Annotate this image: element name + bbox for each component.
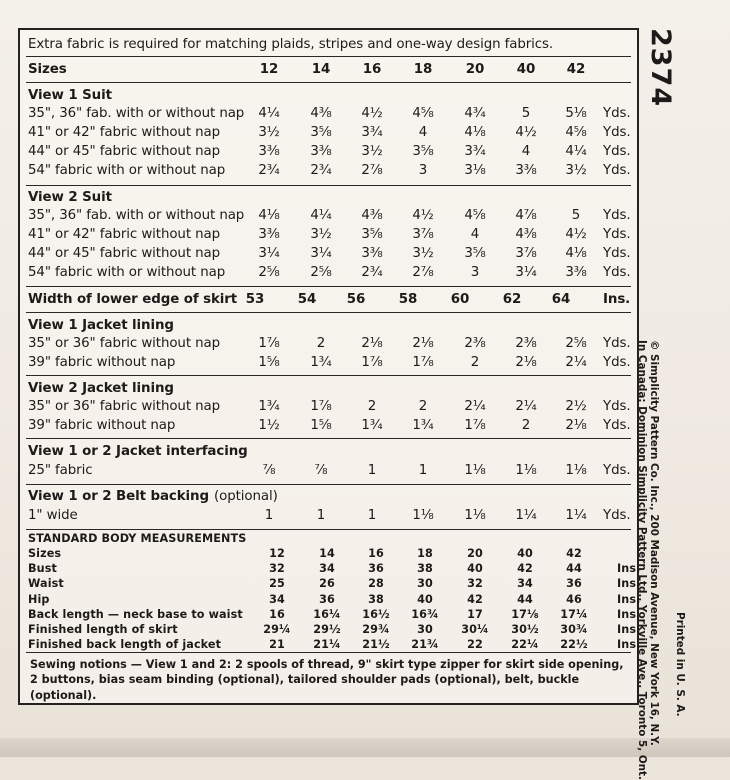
unit-label: Ins. [617,577,641,591]
value-cell: 1⅛ [464,508,486,523]
value-cell: 2¾ [258,163,280,178]
value-cell: 1⅞ [258,336,280,351]
value-cell: 2⅝ [565,336,587,351]
value-cell: 22¼ [511,638,539,652]
value-cell: 1⅛ [565,463,587,478]
value-cell: 2¾ [361,265,383,280]
value-cell: 1⅝ [310,418,332,433]
value-cell: 3¼ [515,265,537,280]
value-cell: 4⅛ [258,208,280,223]
body-measurement-row [28,592,641,607]
unit-label: Yds. [603,418,631,433]
row-label: Width of lower edge of skirt [28,292,238,307]
value-cell: 1¾ [361,418,383,433]
value-cell: 1⅞ [361,355,383,370]
view2-suit-row [28,245,631,263]
unit-label: Ins. [617,592,641,606]
value-cell: 16 [269,607,285,621]
value-cell: 1 [418,463,428,478]
value-cell: 2⅛ [515,355,537,370]
view2-lining-title [28,380,631,398]
value-cell: 18 [413,62,433,77]
pattern-number: 2374 [645,28,676,108]
section-title: View 1 or 2 Belt backing [28,489,209,504]
value-cell: 3⅜ [258,227,280,242]
value-cell: 22 [467,638,483,652]
value-cell: 2⅜ [464,336,486,351]
view1-suit-row [28,105,631,123]
value-cell: 3⅛ [464,163,486,178]
section-divider [26,484,631,485]
row-label: View 1 or 2 Jacket interfacing [28,444,248,459]
body-measurement-row [28,546,631,561]
value-cell: 3½ [412,246,434,261]
value-cell: 36 [368,562,384,576]
row-label: View 2 Jacket lining [28,381,174,396]
value-cell: ⅞ [314,463,328,478]
value-cell: 2 [418,399,428,414]
unit-label: Yds. [603,399,631,414]
value-cell: 60 [450,292,470,307]
value-cell: 2¼ [515,399,537,414]
section-divider [26,82,631,83]
row-label: 1" wide [28,508,78,523]
value-cell: 4½ [412,208,434,223]
value-cell: 2⅝ [258,265,280,280]
value-cell: 3⅜ [515,163,537,178]
section-divider [26,529,631,530]
row-label: 35" or 36" fabric without nap [28,336,221,351]
row-label: Hip [28,592,50,606]
value-cell: 4 [418,125,428,140]
row-label: 35", 36" fab. with or without nap [28,208,245,223]
value-cell: 4⅜ [515,227,537,242]
value-cell: 3⅞ [515,246,537,261]
value-cell: 4⅝ [412,106,434,121]
value-cell: 3⅜ [565,265,587,280]
row-label: 41" or 42" fabric without nap [28,125,221,140]
unit-label: Yds. [603,227,631,242]
value-cell: 1¼ [515,508,537,523]
value-cell: 4½ [565,227,587,242]
row-label: 39" fabric without nap [28,355,176,370]
value-cell: 12 [269,547,285,560]
belt-title [28,488,631,506]
value-cell: 44 [517,592,533,606]
row-label: Back length — neck base to waist [28,607,243,621]
value-cell: 42 [517,562,533,576]
row-label: View 2 Suit [28,190,112,205]
value-cell: 16¾ [411,607,439,621]
section-divider [26,438,631,439]
value-cell: 4¼ [565,144,587,159]
value-cell: 2¾ [310,163,332,178]
value-cell: 4½ [361,106,383,121]
value-cell: 58 [398,292,418,307]
value-cell: 44 [566,562,582,576]
value-cell: 3¾ [464,144,486,159]
section-divider [26,185,631,186]
value-cell: 36 [566,577,582,591]
view2-suit-row [28,207,631,225]
value-cell: 32 [467,577,483,591]
skirt-width-row [28,291,631,309]
value-cell: 1⅞ [464,418,486,433]
value-cell: 4¼ [258,106,280,121]
row-label: 39" fabric without nap [28,418,176,433]
view1-suit-row [28,124,631,142]
row-label: Finished length of skirt [28,623,178,636]
value-cell: 5⅛ [565,106,587,121]
value-cell: 40 [417,592,433,606]
value-cell: 1⅛ [515,463,537,478]
value-cell: 17⅛ [511,607,539,621]
value-cell: 2⅞ [361,163,383,178]
row-label: 54" fabric with or without nap [28,163,226,178]
value-cell: 3⅞ [412,227,434,242]
value-cell: 4¼ [310,208,332,223]
unit-label: Yds. [603,336,631,351]
value-cell: 3¼ [258,246,280,261]
value-cell: 3¼ [310,246,332,261]
view1-suit-title [28,87,631,105]
unit-label: Ins. [617,607,641,621]
row-label: 54" fabric with or without nap [28,265,226,280]
value-cell: 42 [467,592,483,606]
value-cell: 2 [316,336,326,351]
body-measurement-row [28,607,641,622]
value-cell: 29¼ [263,623,291,636]
section-divider [26,375,631,376]
unit-label: Yds. [603,125,631,140]
value-cell: 62 [502,292,522,307]
value-cell: 29½ [313,623,341,636]
value-cell: 3½ [258,125,280,140]
value-cell: 30¼ [461,623,489,636]
value-cell: 14 [311,62,331,77]
unit-label: Yds. [603,208,631,223]
value-cell: ⅞ [262,463,276,478]
value-cell: 56 [346,292,366,307]
value-cell: 4½ [515,125,537,140]
row-label: Sizes [28,547,62,560]
value-cell: 1¼ [565,508,587,523]
row-label [28,488,278,506]
row-label: 35" or 36" fabric without nap [28,399,221,414]
body-measurements-title [28,531,631,546]
body-measurement-row [28,561,641,576]
sewing-notions-text: — View 1 and 2: 2 spools of thread, 9" skirt type zipper for skirt side opening, 2 buttons, bias seam binding (optional), tailored shoulder pads (optional), belt, buckle (optional). [30,658,624,702]
interfacing-row [28,462,631,480]
value-cell: 3⅝ [464,246,486,261]
value-cell: 3 [470,265,480,280]
value-cell: 1 [264,508,274,523]
value-cell: 16 [362,62,382,77]
value-cell: 21½ [362,638,390,652]
value-cell: 30¾ [560,623,588,636]
value-cell: 34 [319,562,335,576]
value-cell: 3½ [310,227,332,242]
unit-label: Yds. [603,355,631,370]
header-note: Extra fabric is required for matching plaids, stripes and one-way design fabrics. [28,37,554,52]
unit-label: Ins. [617,623,641,636]
value-cell: 2⅜ [515,336,537,351]
value-cell: 29¾ [362,623,390,636]
view1-lining-title [28,317,631,335]
unit-label: Yds. [603,106,631,121]
value-cell: 2 [470,355,480,370]
unit-label: Yds. [603,144,631,159]
value-cell: 12 [259,62,279,77]
section-divider [26,286,631,287]
value-cell: 2⅛ [412,336,434,351]
row-label: View 1 Jacket lining [28,318,174,333]
row-label: Bust [28,562,57,576]
value-cell: 1⅞ [412,355,434,370]
value-cell: 21¼ [313,638,341,652]
value-cell: 30 [417,577,433,591]
view1-lining-row [28,335,631,353]
view1-lining-row [28,354,631,372]
value-cell: 1½ [258,418,280,433]
value-cell: 38 [417,562,433,576]
value-cell: 3½ [361,144,383,159]
value-cell: 4 [470,227,480,242]
row-label: 41" or 42" fabric without nap [28,227,221,242]
value-cell: 1⅞ [310,399,332,414]
unit-label: Yds. [603,463,631,478]
value-cell: 1⅝ [258,355,280,370]
value-cell: 4 [521,144,531,159]
section-divider [26,312,631,313]
body-measurement-row [28,637,641,652]
value-cell: 3½ [565,163,587,178]
row-label: 44" or 45" fabric without nap [28,144,221,159]
sizes-row [28,61,631,79]
row-label: 44" or 45" fabric without nap [28,246,221,261]
row-label: STANDARD BODY MEASUREMENTS [28,532,247,545]
value-cell: 3⅝ [310,125,332,140]
value-cell: 25 [269,577,285,591]
value-cell: 3⅝ [361,227,383,242]
unit-label: Ins. [603,292,631,307]
value-cell: 40 [467,562,483,576]
sewing-notions-lead: Sewing notions [30,658,127,671]
value-cell: 54 [297,292,317,307]
row-label: Waist [28,577,64,591]
value-cell: 1 [367,508,377,523]
value-cell: 2⅝ [310,265,332,280]
value-cell: 4⅝ [565,125,587,140]
body-measurement-row [28,576,641,591]
value-cell: 20 [465,62,485,77]
value-cell: 1⅛ [464,463,486,478]
value-cell: 32 [269,562,285,576]
value-cell: 4⅜ [361,208,383,223]
value-cell: 5 [521,106,531,121]
unit-label: Ins. [617,562,641,576]
unit-label: Yds. [603,265,631,280]
value-cell: 1¾ [310,355,332,370]
view2-suit-row [28,226,631,244]
value-cell: 4⅝ [464,208,486,223]
value-cell: 4¾ [464,106,486,121]
value-cell: 2 [367,399,377,414]
value-cell: 30 [417,623,433,636]
value-cell: 3⅜ [310,144,332,159]
body-measurement-row [28,622,641,637]
view2-lining-row [28,417,631,435]
value-cell: 16¼ [313,607,341,621]
value-cell: 1¾ [258,399,280,414]
view2-suit-row [28,264,631,282]
value-cell: 21 [269,638,285,652]
value-cell: 3⅜ [258,144,280,159]
value-cell: 1⅛ [412,508,434,523]
value-cell: 53 [245,292,265,307]
value-cell: 36 [319,592,335,606]
value-cell: 28 [368,577,384,591]
row-label: Finished back length of jacket [28,638,222,652]
view2-lining-row [28,398,631,416]
view1-suit-row [28,143,631,161]
value-cell: 2⅛ [361,336,383,351]
unit-label: Ins. [617,638,641,652]
value-cell: 16½ [362,607,390,621]
value-cell: 4⅛ [565,246,587,261]
value-cell: 42 [566,62,586,77]
value-cell: 2¼ [565,355,587,370]
interfacing-title [28,443,631,461]
value-cell: 40 [517,547,533,560]
value-cell: 16 [368,547,384,560]
value-cell: 1 [367,463,377,478]
unit-label: Yds. [603,508,631,523]
value-cell: 17¼ [560,607,588,621]
yardage-chart [18,28,639,705]
value-cell: 34 [517,577,533,591]
value-cell: 3¾ [361,125,383,140]
value-cell: 64 [551,292,571,307]
value-cell: 5 [571,208,581,223]
value-cell: 3⅜ [361,246,383,261]
value-cell: 40 [516,62,536,77]
row-label: 35", 36" fab. with or without nap [28,106,245,121]
value-cell: 14 [319,547,335,560]
value-cell: 20 [467,547,483,560]
belt-row [28,507,631,525]
view2-suit-title [28,189,631,207]
value-cell: 4⅜ [310,106,332,121]
value-cell: 38 [368,592,384,606]
value-cell: 42 [566,547,582,560]
value-cell: 34 [269,592,285,606]
value-cell: 2⅞ [412,265,434,280]
row-label: Sizes [28,62,67,77]
value-cell: 2¼ [464,399,486,414]
value-cell: 4⅞ [515,208,537,223]
unit-label: Yds. [603,163,631,178]
value-cell: 18 [417,547,433,560]
unit-label: Yds. [603,246,631,261]
value-cell: 1¾ [412,418,434,433]
value-cell: 22½ [560,638,588,652]
value-cell: 1 [316,508,326,523]
value-cell: 21¾ [411,638,439,652]
sewing-notions [30,657,626,703]
section-title-suffix: (optional) [213,489,278,504]
section-divider [26,56,631,57]
value-cell: 3⅝ [412,144,434,159]
row-label: 25" fabric [28,463,93,478]
value-cell: 46 [566,592,582,606]
value-cell: 2 [521,418,531,433]
value-cell: 2⅛ [565,418,587,433]
row-label: View 1 Suit [28,88,112,103]
value-cell: 30½ [511,623,539,636]
value-cell: 2½ [565,399,587,414]
value-cell: 4⅛ [464,125,486,140]
value-cell: 3 [418,163,428,178]
page-edge-shadow [0,738,730,757]
section-divider [26,652,631,653]
value-cell: 17 [467,607,483,621]
value-cell: 26 [319,577,335,591]
view1-suit-row [28,162,631,180]
